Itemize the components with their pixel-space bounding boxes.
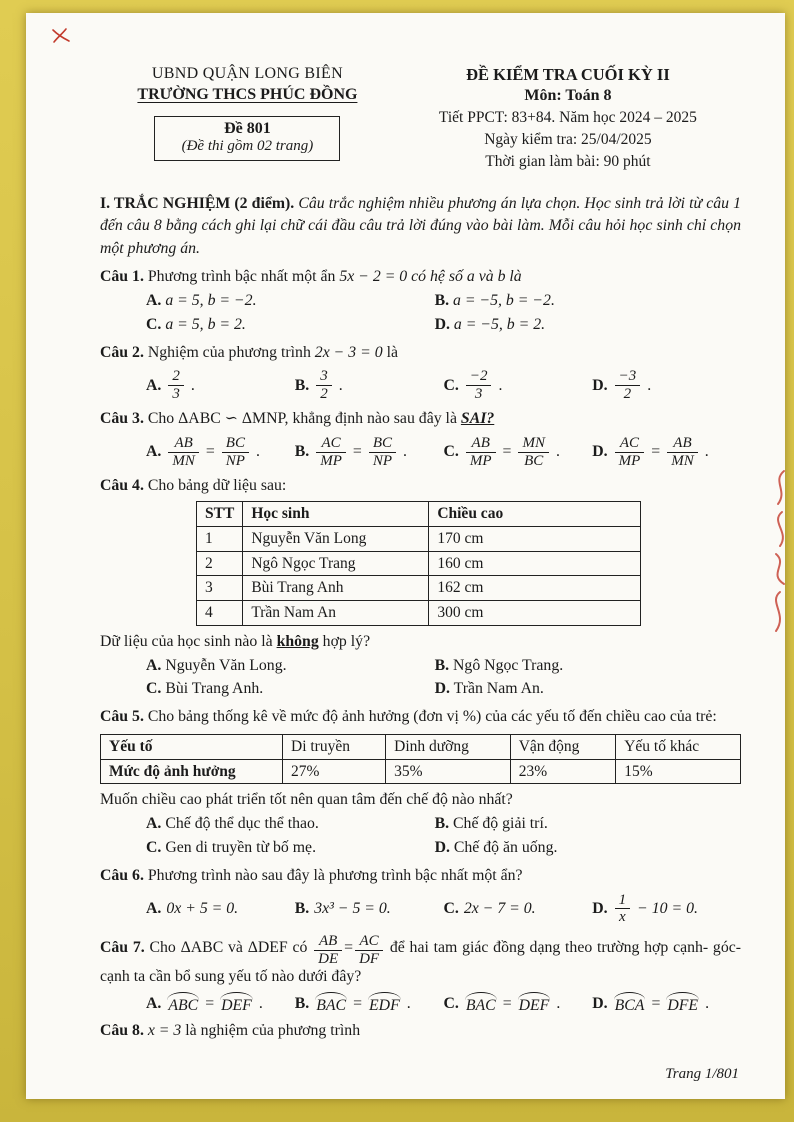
value-yeu-to-khac: 15% [616, 759, 741, 784]
question-4-text: Cho bảng dữ liệu sau: [143, 476, 287, 494]
cell-height: 162 cm [429, 576, 641, 601]
question-1-label: Câu 1. [100, 268, 144, 286]
option-text: Chế độ thể dục thể thao. [165, 815, 319, 833]
option-letter: A. [146, 656, 162, 674]
q7-option-a [146, 993, 295, 1015]
students-height-table [196, 501, 641, 625]
question-6-options [100, 892, 741, 927]
fraction [316, 368, 332, 403]
numerator: AB [168, 435, 199, 453]
option-letter: C. [443, 376, 459, 394]
option-letter: C. [146, 838, 162, 856]
question-7-pre: Cho ΔABC và ΔDEF có [144, 939, 313, 957]
q3-option-d [592, 435, 741, 470]
option-text: a = −5, b = 2. [453, 315, 546, 333]
denominator: MP [618, 452, 641, 469]
option-letter: D. [592, 899, 608, 917]
red-pen-mark-icon [50, 26, 72, 44]
influence-factors-table [100, 734, 741, 784]
denominator: 2 [623, 386, 632, 403]
option-text: Ngô Ngọc Trang. [453, 656, 564, 674]
numerator: AB [466, 435, 496, 453]
fraction [369, 435, 396, 470]
question-5-text: Cho bảng thống kê về mức độ ảnh hưởng (đơn vị %) của các yếu tố đến chiều cao của trẻ: [143, 708, 717, 726]
q2-option-c [444, 368, 593, 403]
angle-arc-notation: BAC [314, 993, 348, 1015]
exam-code-note: (Đề thi gồm 02 trang) [181, 138, 314, 154]
question-6 [100, 865, 741, 888]
period: . [258, 994, 263, 1012]
numerator: AB [314, 933, 342, 951]
question-7-post: để hai tam giác đồng dạng theo trường hợp cạnh- góc- cạnh ta cần bổ sung yếu tố nào dưới đây? [100, 939, 741, 985]
numerator: AC [316, 435, 346, 453]
table-header-row [101, 734, 741, 759]
denominator: DF [359, 950, 380, 967]
cell-name: Nguyễn Văn Long [243, 527, 429, 552]
exam-title: ĐỀ KIỂM TRA CUỐI KỲ II [466, 65, 670, 84]
option-letter: C. [443, 443, 459, 461]
value-dinh-duong: 35% [386, 759, 511, 784]
question-2-pre: Nghiệm của phương trình [143, 343, 315, 361]
numerator: −2 [466, 368, 492, 386]
numerator: 2 [168, 368, 184, 386]
exam-code-box [154, 116, 340, 161]
denominator: 3 [172, 386, 180, 403]
question-5-prompt: Muốn chiều cao phát triển tốt nên quan tâm đến chế độ nào nhất? [100, 791, 513, 809]
angle-arc-notation: BCA [613, 993, 647, 1015]
fraction [518, 435, 549, 470]
period: . [406, 994, 411, 1012]
fraction [615, 435, 645, 470]
option-letter: D. [434, 680, 450, 698]
question-7-label: Câu 7. [100, 939, 145, 957]
option-text: 2x − 7 = 0. [463, 899, 536, 917]
q6-option-a [146, 900, 295, 918]
numerator: AB [667, 435, 698, 453]
equals-sign: = [651, 443, 661, 461]
fraction [355, 933, 383, 968]
equals-sign: = [502, 994, 512, 1012]
question-4-options [100, 654, 741, 701]
question-5-label: Câu 5. [100, 708, 144, 726]
fraction [466, 368, 492, 403]
col-van-dong: Vận động [510, 734, 616, 759]
table-row [197, 551, 641, 576]
question-4-emphasis: không [276, 632, 319, 650]
option-letter: D. [434, 315, 450, 333]
cell-stt: 4 [197, 601, 243, 626]
col-yeu-to-khac: Yếu tố khác [616, 734, 741, 759]
option-text: Bùi Trang Anh. [165, 680, 264, 698]
col-header-stt: STT [197, 502, 243, 527]
option-text: a = 5, b = −2. [165, 292, 257, 310]
angle-arc-notation: EDF [367, 993, 402, 1015]
section1-heading: I. TRẮC NGHIỆM (2 điểm). [100, 194, 295, 212]
equals-sign: = [205, 443, 215, 461]
numerator: BC [222, 435, 249, 453]
question-2-post: là [382, 343, 398, 361]
q2-option-a [146, 368, 295, 403]
option-letter: A. [146, 994, 162, 1012]
denominator: MP [320, 452, 342, 469]
option-letter: D. [592, 443, 608, 461]
section1-intro [100, 193, 741, 262]
question-1 [100, 266, 741, 289]
header-right [395, 65, 741, 173]
question-4-prompt [100, 631, 741, 654]
option-letter: A. [146, 815, 162, 833]
table-row [101, 759, 741, 784]
period: . [705, 994, 710, 1012]
option-text: a = −5, b = −2. [453, 292, 555, 310]
numerator: BC [369, 435, 396, 453]
numerator: AC [355, 933, 383, 951]
table-row [197, 576, 641, 601]
col-header-chieu-cao: Chiều cao [429, 502, 641, 527]
option-letter: A. [146, 376, 162, 394]
q4-option-b [435, 654, 724, 678]
question-4 [100, 475, 741, 498]
option-text: 0x + 5 = 0. [166, 899, 239, 917]
option-text: Nguyễn Văn Long. [165, 656, 287, 674]
question-1-equation: 5x − 2 = 0 [339, 268, 408, 286]
option-letter: B. [294, 376, 310, 394]
period: . [338, 376, 343, 394]
question-5-options [100, 812, 741, 859]
school-name: TRƯỜNG THCS PHÚC ĐỒNG [137, 86, 358, 103]
question-2-label: Câu 2. [100, 343, 144, 361]
option-text: − 10 = 0. [637, 899, 698, 917]
option-letter: B. [434, 292, 450, 310]
fraction [316, 435, 346, 470]
equals-sign: = [344, 939, 354, 957]
period: . [704, 443, 709, 461]
period: . [647, 376, 652, 394]
q4-option-c [146, 677, 435, 701]
angle-arc-notation: DEF [517, 993, 552, 1015]
angle-arc-notation: ABC [166, 993, 200, 1015]
table-header-row [197, 502, 641, 527]
option-letter: B. [294, 443, 310, 461]
option-letter: D. [592, 376, 608, 394]
option-text: Chế độ giải trí. [453, 815, 548, 833]
question-6-text: Phương trình nào sau đây là phương trình bậc nhất một ẩn? [143, 866, 523, 884]
option-text: Gen di truyền từ bố mẹ. [165, 838, 317, 856]
table-row [197, 601, 641, 626]
cell-height: 170 cm [429, 527, 641, 552]
question-6-label: Câu 6. [100, 866, 144, 884]
question-3-text: Cho ΔABC ∽ ΔMNP, khẳng định nào sau đây là [143, 410, 461, 428]
row-label: Mức độ ảnh hưởng [101, 759, 283, 784]
fraction [168, 435, 199, 470]
option-letter: D. [434, 838, 450, 856]
fraction [314, 933, 342, 968]
denominator: NP [225, 452, 245, 469]
equals-sign: = [353, 994, 363, 1012]
question-3 [100, 408, 741, 431]
exam-subject: Môn: Toán 8 [524, 87, 612, 104]
period: . [190, 376, 195, 394]
question-3-emphasis: SAI? [460, 410, 495, 428]
q1-option-c [146, 313, 435, 337]
q2-option-b [295, 368, 444, 403]
q6-option-d [592, 892, 741, 927]
period: . [556, 994, 561, 1012]
denominator: BC [524, 452, 544, 469]
q1-option-b [435, 289, 724, 313]
fraction [168, 368, 184, 403]
fraction [615, 892, 631, 927]
q3-option-c [444, 435, 593, 470]
question-4-prompt-post: hợp lý? [318, 632, 371, 650]
q6-option-c [444, 900, 593, 918]
equals-sign: = [205, 994, 215, 1012]
q3-option-b [295, 435, 444, 470]
fraction [222, 435, 249, 470]
q1-option-a [146, 289, 435, 313]
numerator: −3 [615, 368, 641, 386]
numerator: AC [615, 435, 645, 453]
question-7 [100, 931, 741, 988]
exam-header [100, 65, 741, 173]
q3-option-a [146, 435, 295, 470]
question-8 [100, 1020, 741, 1043]
period: . [403, 443, 407, 461]
option-letter: C. [443, 899, 459, 917]
page-number: Trang 1/801 [665, 1066, 739, 1082]
numerator: 1 [615, 892, 631, 910]
denominator: DE [318, 950, 339, 967]
question-8-label: Câu 8. [100, 1021, 144, 1039]
denominator: MN [671, 452, 694, 469]
col-header-hoc-sinh: Học sinh [243, 502, 429, 527]
fraction [466, 435, 496, 470]
denominator: NP [372, 452, 393, 469]
cell-height: 160 cm [429, 551, 641, 576]
option-letter: B. [434, 656, 450, 674]
option-letter: B. [434, 815, 450, 833]
option-text: a = 5, b = 2. [165, 315, 246, 333]
option-letter: A. [146, 443, 162, 461]
q5-option-d [435, 836, 724, 860]
exam-page [26, 13, 785, 1099]
numerator: 3 [316, 368, 332, 386]
section1-instructions: Câu trắc nghiệm nhiều phương án lựa chọn. Học sinh trả lời từ câu 1 đến câu 8 bằng cách ghi lại chữ cái đầu câu trả lời đúng vào bài làm. Mỗi câu hỏi học sinh chỉ chọn một phương án. [100, 194, 741, 258]
question-1-post: có hệ số a và b là [407, 268, 522, 286]
red-stamp-fragment-icon [752, 466, 794, 641]
value-di-truyen: 27% [283, 759, 386, 784]
col-header-yeu-to: Yếu tố [101, 734, 283, 759]
q7-option-c [444, 993, 593, 1015]
option-text: Trần Nam An. [453, 680, 544, 698]
exam-ppct: Tiết PPCT: 83+84. Năm học 2024 – 2025 [438, 108, 697, 126]
cell-stt: 2 [197, 551, 243, 576]
option-text: Chế độ ăn uống. [453, 838, 558, 856]
question-5 [100, 706, 741, 729]
option-letter: D. [592, 994, 608, 1012]
q5-option-b [435, 812, 724, 836]
q7-option-d [592, 993, 741, 1015]
option-letter: A. [146, 292, 162, 310]
cell-stt: 3 [197, 576, 243, 601]
option-letter: C. [443, 994, 459, 1012]
option-letter: C. [146, 315, 162, 333]
q7-option-b [295, 993, 444, 1015]
question-3-label: Câu 3. [100, 410, 144, 428]
option-text: 3x³ − 5 = 0. [314, 899, 391, 917]
fraction [667, 435, 698, 470]
equals-sign: = [352, 443, 362, 461]
cell-height: 300 cm [429, 601, 641, 626]
question-1-pre: Phương trình bậc nhất một ẩn [143, 268, 340, 286]
equals-sign: = [651, 994, 661, 1012]
question-3-options [100, 435, 741, 470]
exam-date: Ngày kiểm tra: 25/04/2025 [484, 130, 652, 148]
fraction [615, 368, 641, 403]
col-di-truyen: Di truyền [283, 734, 386, 759]
cell-name: Trần Nam An [243, 601, 429, 626]
cell-name: Ngô Ngọc Trang [243, 551, 429, 576]
option-letter: C. [146, 680, 162, 698]
angle-arc-notation: BAC [464, 993, 498, 1015]
value-van-dong: 23% [510, 759, 616, 784]
period: . [255, 443, 260, 461]
q4-option-a [146, 654, 435, 678]
cell-name: Bùi Trang Anh [243, 576, 429, 601]
question-7-options [100, 993, 741, 1015]
question-2 [100, 342, 741, 365]
question-2-options [100, 368, 741, 403]
denominator: MP [469, 452, 492, 469]
q2-option-d [592, 368, 741, 403]
numerator: MN [518, 435, 549, 453]
question-1-options [100, 289, 741, 336]
cell-stt: 1 [197, 527, 243, 552]
col-dinh-duong: Dinh dưỡng [386, 734, 511, 759]
question-8-text: là nghiệm của phương trình [181, 1021, 361, 1039]
question-4-prompt-pre: Dữ liệu của học sinh nào là [100, 632, 277, 650]
org-name: UBND QUẬN LONG BIÊN [151, 65, 343, 82]
equals-sign: = [502, 443, 512, 461]
option-letter: B. [294, 994, 310, 1012]
q5-option-a [146, 812, 435, 836]
exam-duration: Thời gian làm bài: 90 phút [485, 152, 651, 170]
period: . [555, 443, 560, 461]
denominator: 3 [474, 386, 483, 403]
question-4-label: Câu 4. [100, 476, 144, 494]
angle-arc-notation: DFE [665, 993, 700, 1015]
denominator: x [619, 909, 626, 926]
exam-code: Đề 801 [224, 120, 271, 137]
denominator: 2 [320, 386, 328, 403]
option-letter: A. [146, 899, 162, 917]
question-8-equation: x = 3 [143, 1021, 182, 1039]
denominator: MN [172, 452, 195, 469]
header-left [100, 65, 395, 173]
period: . [498, 376, 503, 394]
option-letter: B. [294, 899, 310, 917]
q6-option-b [295, 900, 444, 918]
q1-option-d [435, 313, 724, 337]
q5-option-c [146, 836, 435, 860]
angle-arc-notation: DEF [219, 993, 254, 1015]
q4-option-d [435, 677, 724, 701]
question-2-equation: 2x − 3 = 0 [314, 343, 383, 361]
table-row [197, 527, 641, 552]
